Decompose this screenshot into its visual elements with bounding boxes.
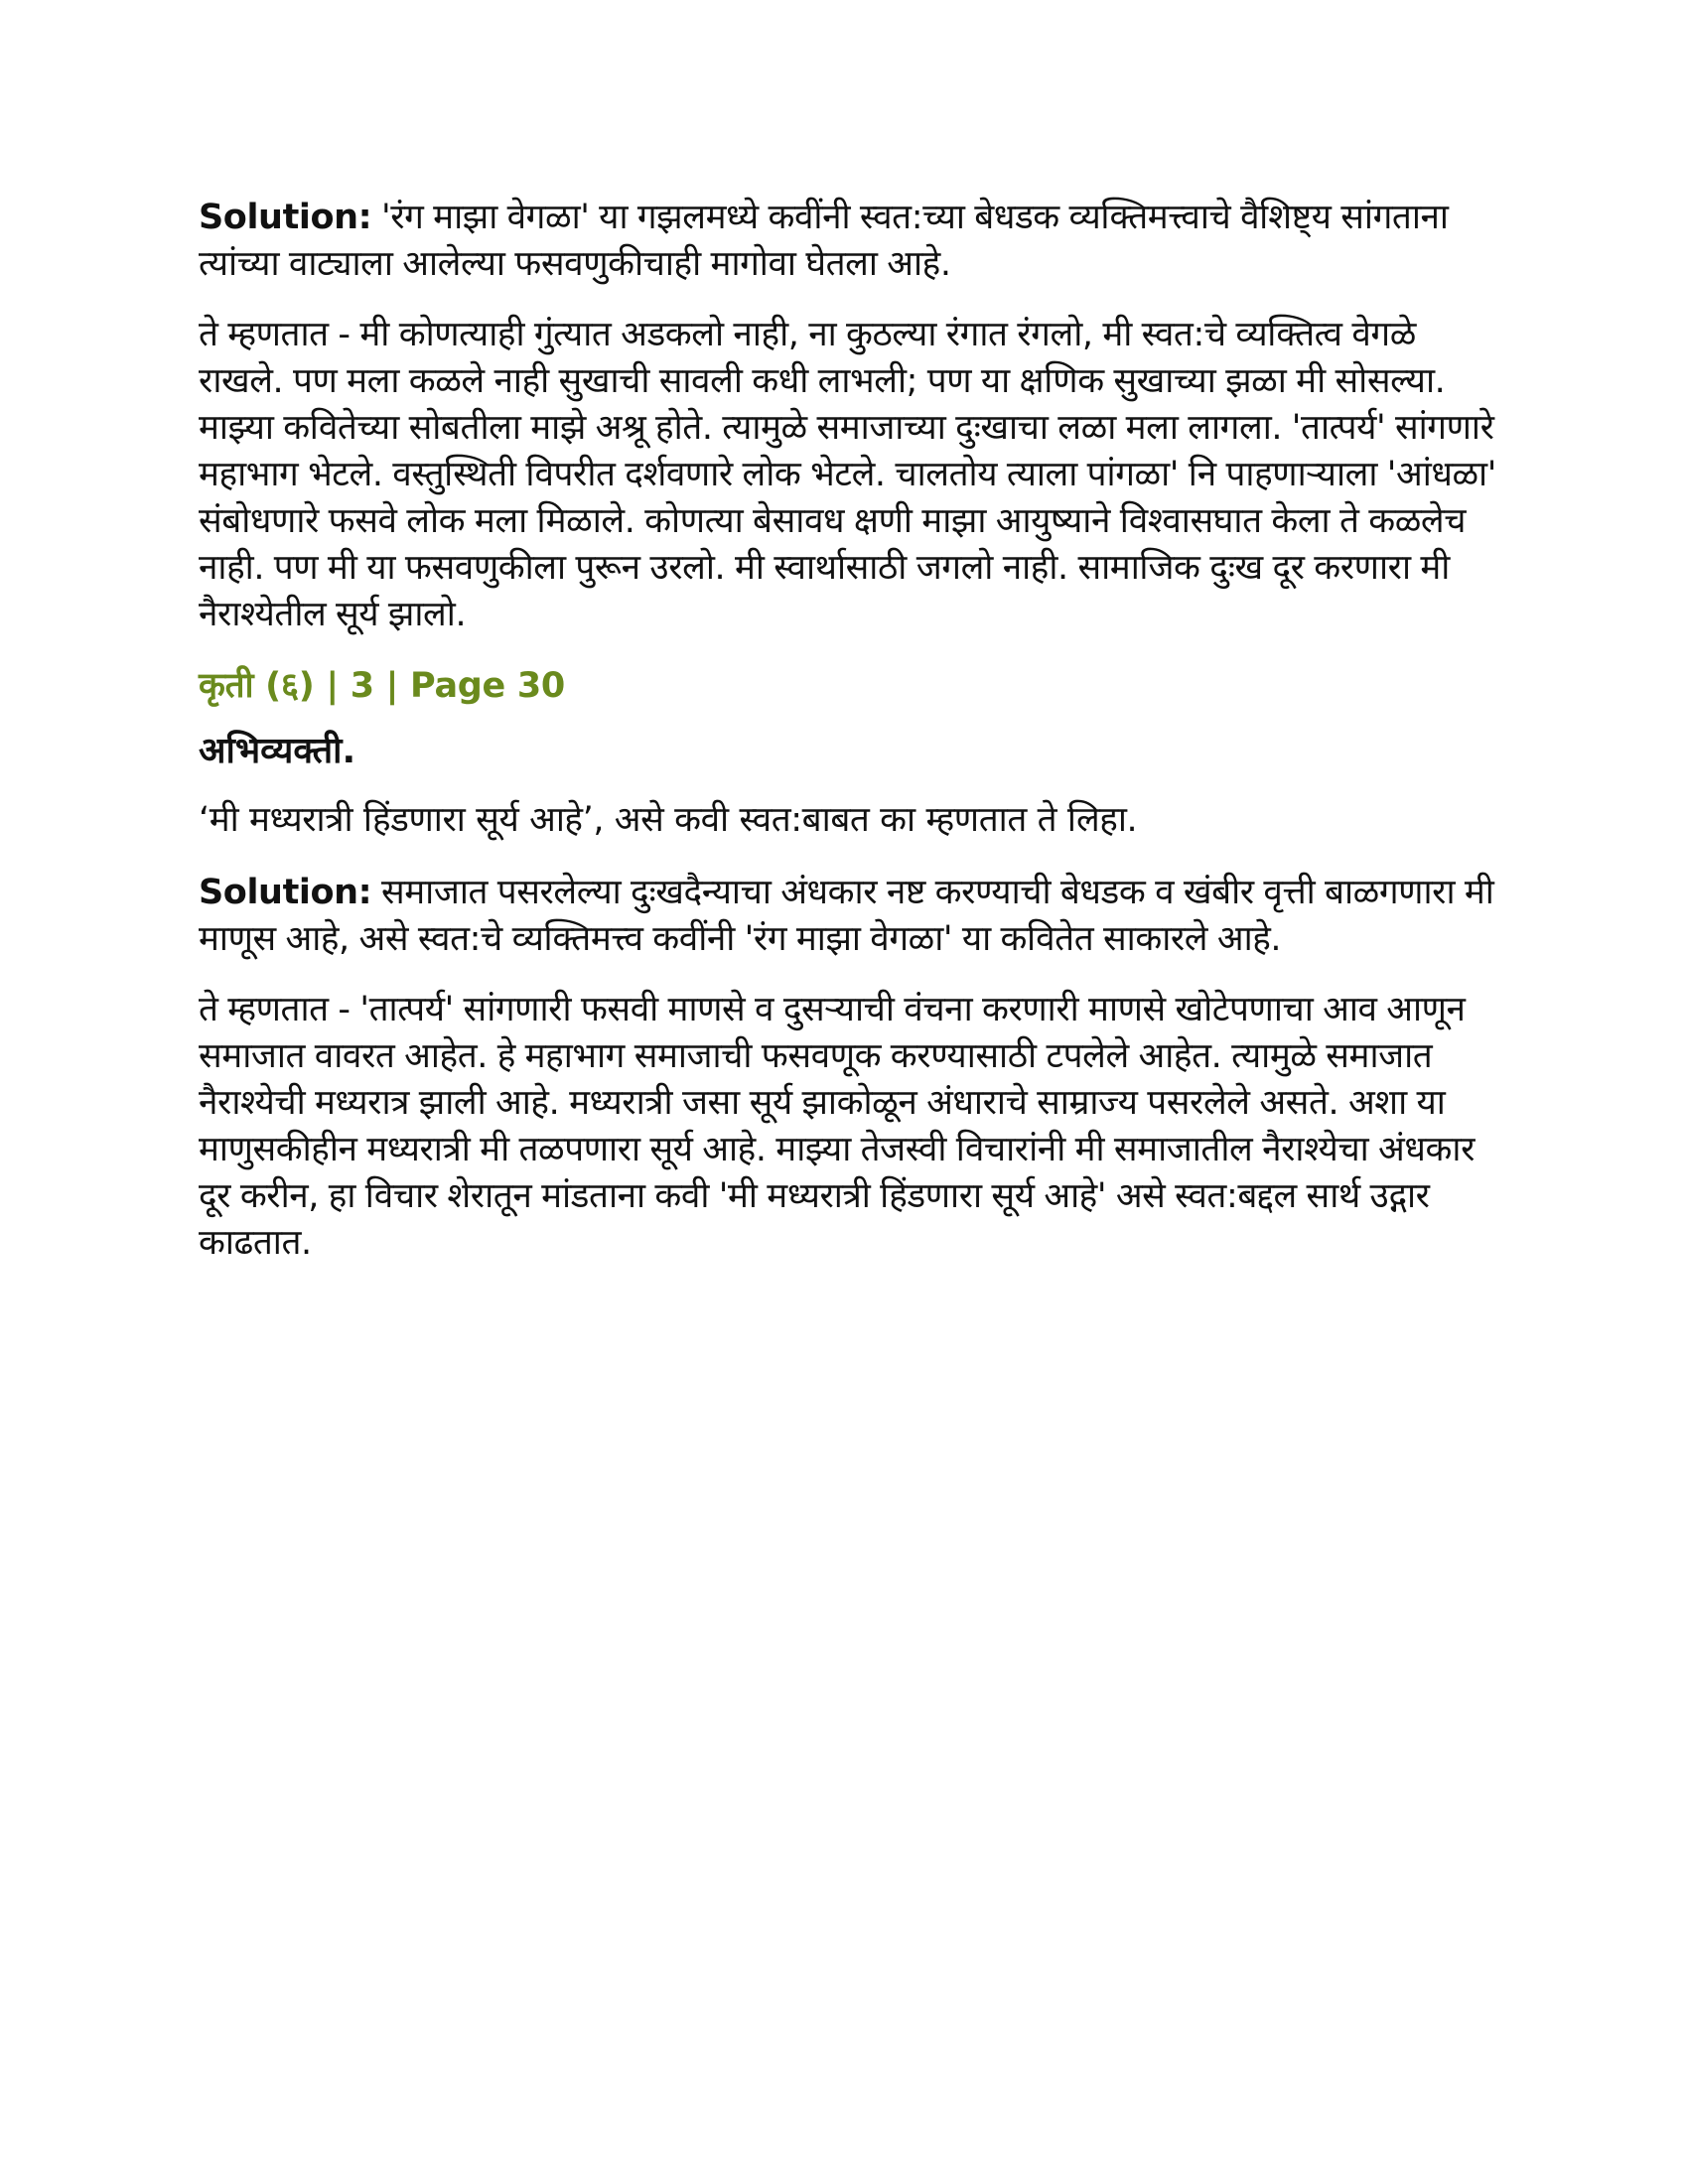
solution-text: समाजात पसरलेल्या दुःखदैन्याचा अंधकार नष्ट करण्याची बेधडक व खंबीर वृत्ती बाळगणारा मी माणूस आहे, असे स्वत:चे व्यक्तिमत्त्व कवींनी 'रंग माझा वेगळा' या कवितेत साकारले आहे.	[199, 873, 1494, 959]
solution-text: 'रंग माझा वेगळा' या गझलमध्ये कवींनी स्वत:च्या बेधडक व्यक्तिमत्त्वाचे वैशिष्ट्य सांगताना त्यांच्या वाट्याला आलेल्या फसवणुकीचाही मागोवा घेतला आहे.	[199, 198, 1449, 284]
question-text: ‘मी मध्यरात्री हिंडणारा सूर्य आहे’, असे कवी स्वत:बाबत का म्हणतात ते लिहा.	[199, 800, 1138, 840]
solution-label: Solution:	[199, 873, 372, 912]
document-page	[199, 195, 1509, 1291]
section-heading: कृती (६) | 3 | Page 30	[199, 666, 565, 706]
solution-label: Solution:	[199, 198, 372, 237]
explanation-paragraph-2: ते म्हणतात - 'तात्पर्य' सांगणारी फसवी माणसे व दुसऱ्याची वंचना करणारी माणसे खोटेपणाचा आव आणून समाजात वावरत आहेत. हे महाभाग समाजाची फसवणूक करण्यासाठी टपलेले आहेत. त्यामुळे समाजात नैराश्येची मध्यरात्र झाली आहे. मध्यरात्री जसा सूर्य झाकोळून अंधाराचे साम्राज्य पसरलेले असते. अशा या माणुसकीहीन मध्यरात्री मी तळपणारा सूर्य आहे. माझ्या तेजस्वी विचारांनी मी समाजातील नैराश्येचा अंधकार दूर करीन, हा विचार शेरातून मांडताना कवी 'मी मध्यरात्री हिंडणारा सूर्य आहे' असे स्वत:बद्दल सार्थ उद्गार काढतात.	[199, 990, 1475, 1263]
solution-paragraph-1	[199, 195, 1509, 288]
sub-heading: अभिव्यक्ती.	[199, 731, 356, 771]
solution-paragraph-2	[199, 870, 1509, 963]
explanation-paragraph-1: ते म्हणतात - मी कोणत्याही गुंत्यात अडकलो नाही, ना कुठल्या रंगात रंगलो, मी स्वत:चे व्यक्तित्व वेगळे राखले. पण मला कळले नाही सुखाची सावली कधी लाभली; पण या क्षणिक सुखाच्या झळा मी सोसल्या. माझ्या कवितेच्या सोबतीला माझे अश्रू होते. त्यामुळे समाजाच्या दुःखाचा लळा मला लागला. 'तात्पर्य' सांगणारे महाभाग भेटले. वस्तुस्थिती विपरीत दर्शवणारे लोक भेटले. चालतोय त्याला पांगळा' नि पाहणाऱ्याला 'आंधळा' संबोधणारे फसवे लोक मला मिळाले. कोणत्या बेसावध क्षणी माझा आयुष्याने विश्वासघात केला ते कळलेच नाही. पण मी या फसवणुकीला पुरून उरलो. मी स्वार्थासाठी जगलो नाही. सामाजिक दुःख दूर करणारा मी नैराश्येतील सूर्य झालो.	[199, 315, 1496, 634]
